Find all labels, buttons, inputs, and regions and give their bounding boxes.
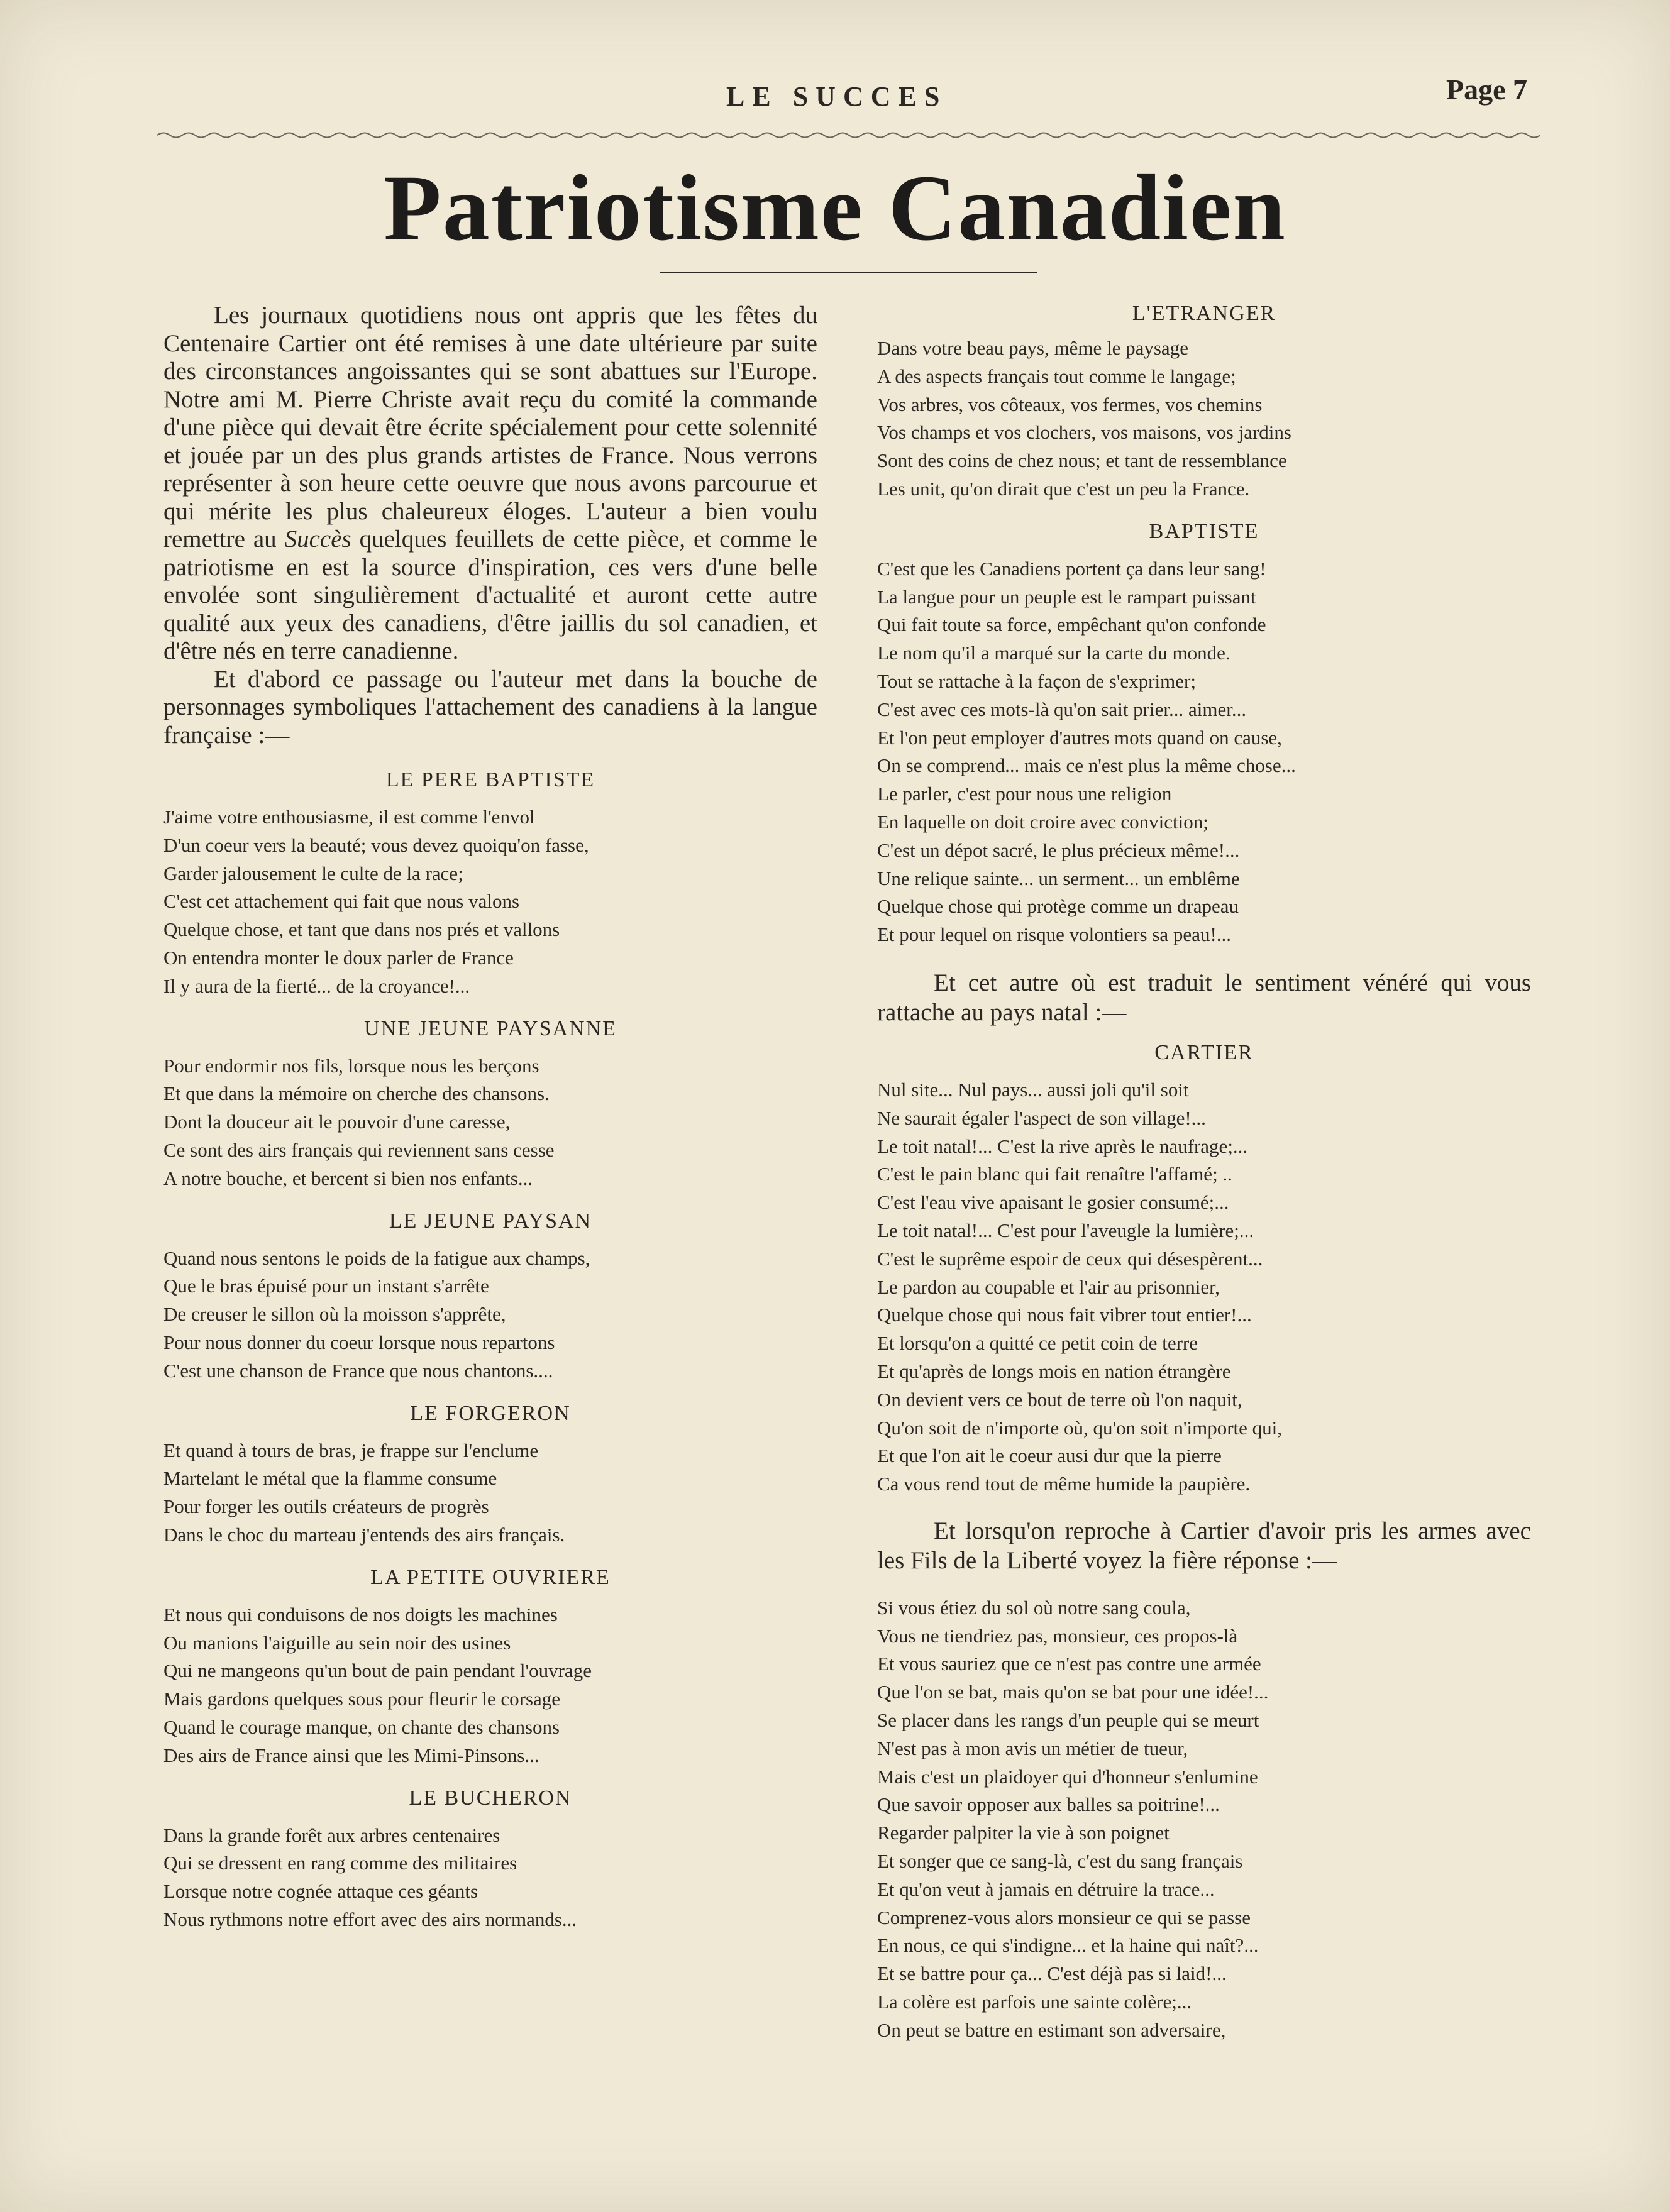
section-heading: BAPTISTE <box>1149 519 1259 543</box>
verse-line: C'est un dépot sacré, le plus précieux même!... <box>877 839 1240 861</box>
verse-line: Le toit natal!... C'est la rive après le naufrage;... <box>877 1135 1248 1157</box>
verse-line: C'est le suprême espoir de ceux qui désespèrent... <box>877 1247 1263 1270</box>
verse-line: Qu'on soit de n'importe où, qu'on soit n'importe qui, <box>877 1416 1283 1439</box>
verse-line: Nul site... Nul pays... aussi joli qu'il soit <box>877 1078 1189 1101</box>
verse-line: Martelant le métal que la flamme consume <box>163 1467 497 1490</box>
section-heading: LA PETITE OUVRIERE <box>370 1565 611 1589</box>
verse-line: Vos champs et vos clochers, vos maisons, vos jardins <box>877 421 1291 444</box>
verse-line: En laquelle on doit croire avec conviction; <box>877 810 1208 833</box>
verse-line: Et que l'on ait le coeur ausi dur que la pierre <box>877 1444 1222 1467</box>
left-verse-sections <box>163 768 817 1934</box>
journal-name: LE SUCCES <box>726 81 948 112</box>
verse-line: On peut se battre en estimant son adversaire, <box>877 2018 1226 2041</box>
verse-line: C'est le pain blanc qui fait renaître l'affamé; .. <box>877 1163 1232 1186</box>
verse-line: La langue pour un peuple est le rampart puissant <box>877 585 1256 608</box>
verse-line: Le pardon au coupable et l'air au prisonnier, <box>877 1275 1220 1298</box>
verse-line: Ou manions l'aiguille au sein noir des usines <box>163 1631 511 1654</box>
verse-line: Qui se dressent en rang comme des militaires <box>163 1852 517 1874</box>
verse-line: Tout se rattache à la façon de s'exprimer; <box>877 669 1196 692</box>
verse-line: Vos arbres, vos côteaux, vos fermes, vos chemins <box>877 393 1263 415</box>
verse-line: Mais c'est un plaidoyer qui d'honneur s'enlumine <box>877 1765 1258 1788</box>
intro-paragraph-1 <box>163 302 817 666</box>
verse-line: Pour forger les outils créateurs de progrès <box>163 1495 489 1518</box>
verse-line: De creuser le sillon où la moisson s'apprête, <box>163 1303 506 1326</box>
verse-line: A notre bouche, et bercent si bien nos enfants... <box>163 1167 533 1189</box>
verse-cartier <box>877 1076 1531 1499</box>
section-heading: UNE JEUNE PAYSANNE <box>364 1016 617 1040</box>
verse-line: Qui ne mangeons qu'un bout de pain pendant l'ouvrage <box>163 1659 592 1682</box>
verse-line: Le parler, c'est pour nous une religion <box>877 783 1172 805</box>
intro-p1-part2: quelques feuillets de cette pièce, et comme le patriotisme en est la source d'inspiration, ces vers d'une belle envolée sont singulièrement d'actualité et auront cette autre qualité aux yeux des canadiens, d'être jaillis du sol canadien, et d'être nés en terre canadienne. <box>163 525 817 664</box>
verse-block <box>163 1437 817 1549</box>
verse-line: Dans la grande forêt aux arbres centenaires <box>163 1824 500 1846</box>
verse-line: Pour nous donner du coeur lorsque nous repartons <box>163 1331 555 1353</box>
verse-line: Il y aura de la fierté... de la croyance!... <box>163 974 470 997</box>
verse-line: Que savoir opposer aux balles sa poitrine!... <box>877 1793 1220 1816</box>
verse-baptiste <box>877 555 1531 949</box>
verse-line: Quand nous sentons le poids de la fatigue aux champs, <box>163 1246 590 1269</box>
verse-line: On devient vers ce bout de terre où l'on naquit, <box>877 1388 1242 1411</box>
verse-line: En nous, ce qui s'indigne... et la haine qui naît?... <box>877 1934 1259 1957</box>
section-heading: LE PERE BAPTISTE <box>385 768 595 791</box>
intro-text <box>163 302 817 749</box>
verse-line: C'est une chanson de France que nous chantons.... <box>163 1359 553 1382</box>
verse-block <box>163 1822 817 1934</box>
verse-line: Garder jalousement le culte de la race; <box>163 862 463 884</box>
verse-line: Ne saurait égaler l'aspect de son village!... <box>877 1106 1206 1129</box>
verse-line: Ce sont des airs français qui reviennent sans cesse <box>163 1138 555 1161</box>
verse-line: Et pour lequel on risque volontiers sa peau!... <box>877 923 1232 946</box>
section-heading: LE BUCHERON <box>409 1786 572 1810</box>
transition-text-1 <box>877 968 1531 1027</box>
verse-reponse <box>877 1594 1531 2045</box>
verse-line: Une relique sainte... un serment... un emblême <box>877 867 1240 889</box>
transition-paragraph-2: Et lorsqu'on reproche à Cartier d'avoir pris les armes avec les Fils de la Liberté voyez la fière réponse :— <box>877 1517 1531 1574</box>
page-number: Page 7 <box>1446 74 1528 106</box>
verse-line: Et l'on peut employer d'autres mots quand on cause, <box>877 726 1282 749</box>
verse-line: C'est l'eau vive apaisant le gosier consumé;... <box>877 1191 1229 1214</box>
section-heading: LE FORGERON <box>410 1401 571 1425</box>
verse-line: Que le bras épuisé pour un instant s'arrête <box>163 1275 489 1297</box>
verse-line: N'est pas à mon avis un métier de tueur, <box>877 1737 1188 1759</box>
verse-line: Pour endormir nos fils, lorsque nous les berçons <box>163 1054 539 1077</box>
transition-text-2 <box>877 1516 1531 1575</box>
verse-line: Quelque chose, et tant que dans nos prés et vallons <box>163 918 560 941</box>
verse-block <box>163 1052 817 1193</box>
verse-line: Le toit natal!... C'est pour l'aveugle la lumière;... <box>877 1219 1254 1241</box>
article-title: Patriotisme Canadien <box>384 156 1286 260</box>
section-heading: LE JEUNE PAYSAN <box>389 1209 592 1233</box>
verse-line: On entendra monter le doux parler de France <box>163 946 514 969</box>
verse-line: Des airs de France ainsi que les Mimi-Pinsons... <box>163 1744 539 1766</box>
verse-line: Quelque chose qui nous fait vibrer tout entier!... <box>877 1304 1252 1326</box>
intro-paragraph-2: Et d'abord ce passage ou l'auteur met dans la bouche de personnages symboliques l'attachement des canadiens à la langue française :— <box>163 665 817 749</box>
verse-line: Vous ne tiendriez pas, monsieur, ces propos-là <box>877 1624 1238 1647</box>
right-column <box>877 295 1531 2045</box>
verse-line: Et songer que ce sang-là, c'est du sang français <box>877 1850 1243 1873</box>
verse-line: Et lorsqu'on a quitté ce petit coin de terre <box>877 1332 1198 1355</box>
transition-paragraph-1: Et cet autre où est traduit le sentiment vénéré qui vous rattache au pays natal :— <box>877 969 1531 1026</box>
decorative-rule <box>157 131 1540 140</box>
verse-line: Et vous sauriez que ce n'est pas contre une armée <box>877 1653 1261 1675</box>
verse-line: Et que dans la mémoire on cherche des chansons. <box>163 1082 550 1105</box>
verse-line: C'est cet attachement qui fait que nous valons <box>163 890 520 913</box>
verse-block <box>163 1245 817 1385</box>
verse-line: Si vous étiez du sol où notre sang coula, <box>877 1596 1191 1619</box>
verse-line: Dont la douceur ait le pouvoir d'une caresse, <box>163 1111 511 1133</box>
verse-line: J'aime votre enthousiasme, il est comme l'envol <box>163 806 535 828</box>
verse-line: Quand le courage manque, on chante des chansons <box>163 1715 560 1738</box>
section-heading: L'ETRANGER <box>1132 302 1276 325</box>
verse-line: Que l'on se bat, mais qu'on se bat pour une idée!... <box>877 1681 1269 1703</box>
verse-line: Et nous qui conduisons de nos doigts les machines <box>163 1603 558 1626</box>
verse-line: Et qu'après de longs mois en nation étrangère <box>877 1360 1231 1382</box>
verse-line: Regarder palpiter la vie à son poignet <box>877 1822 1170 1844</box>
verse-line: Lorsque notre cognée attaque ces géants <box>163 1880 478 1903</box>
intro-p1-part1: Les journaux quotidiens nous ont appris que les fêtes du Centenaire Cartier ont été remises à une date ultérieure par suite des circonstances angoissantes qui se sont abattues sur l'Europe. Notre ami M. Pierre Christe avait reçu du comité la commande d'une pièce qui devait être écrite spécialement pour cette solennité et jouée par un des plus grands artistes de France. Nous verrons représenter à son heure cette oeuvre que nous avons parcourue et qui mérite les plus chaleureux éloges. L'auteur a bien voulu remettre au <box>163 302 817 553</box>
verse-line: Sont des coins de chez nous; et tant de ressemblance <box>877 449 1287 472</box>
verse-line: Dans votre beau pays, même le paysage <box>877 337 1188 359</box>
title-rule <box>660 272 1037 273</box>
verse-line: A des aspects français tout comme le langage; <box>877 365 1236 387</box>
verse-line: Ca vous rend tout de même humide la paupière. <box>877 1473 1251 1495</box>
verse-line: Et se battre pour ça... C'est déjà pas si laid!... <box>877 1962 1227 1985</box>
section-heading: CARTIER <box>1154 1040 1254 1064</box>
verse-line: D'un coeur vers la beauté; vous devez quoiqu'on fasse, <box>163 834 589 856</box>
verse-block <box>163 803 817 1001</box>
verse-line: Nous rythmons notre effort avec des airs normands... <box>163 1908 577 1930</box>
intro-p1-italic: Succès <box>284 525 351 553</box>
verse-line: Dans le choc du marteau j'entends des airs français. <box>163 1523 565 1546</box>
verse-line: Le nom qu'il a marqué sur la carte du monde. <box>877 642 1230 664</box>
verse-line: La colère est parfois une sainte colère;... <box>877 1991 1192 2013</box>
left-column <box>163 302 817 1934</box>
verse-line: C'est avec ces mots-là qu'on sait prier... aimer... <box>877 698 1247 720</box>
verse-line: Et qu'on veut à jamais en détruire la trace... <box>877 1878 1215 1900</box>
verse-line: C'est que les Canadiens portent ça dans leur sang! <box>877 557 1266 580</box>
verse-line: Mais gardons quelques sous pour fleurir le corsage <box>163 1688 561 1710</box>
verse-line: Comprenez-vous alors monsieur ce qui se passe <box>877 1906 1251 1929</box>
verse-etranger <box>877 334 1531 503</box>
verse-line: Se placer dans les rangs d'un peuple qui se meurt <box>877 1709 1259 1732</box>
verse-line: Quelque chose qui protège comme un drapeau <box>877 895 1239 918</box>
verse-line: Qui fait toute sa force, empêchant qu'on confonde <box>877 614 1266 636</box>
verse-line: On se comprend... mais ce n'est plus la même chose... <box>877 754 1296 777</box>
verse-line: Les unit, qu'on dirait que c'est un peu la France. <box>877 477 1250 500</box>
verse-line: Et quand à tours de bras, je frappe sur l'enclume <box>163 1439 539 1461</box>
verse-block <box>163 1601 817 1770</box>
